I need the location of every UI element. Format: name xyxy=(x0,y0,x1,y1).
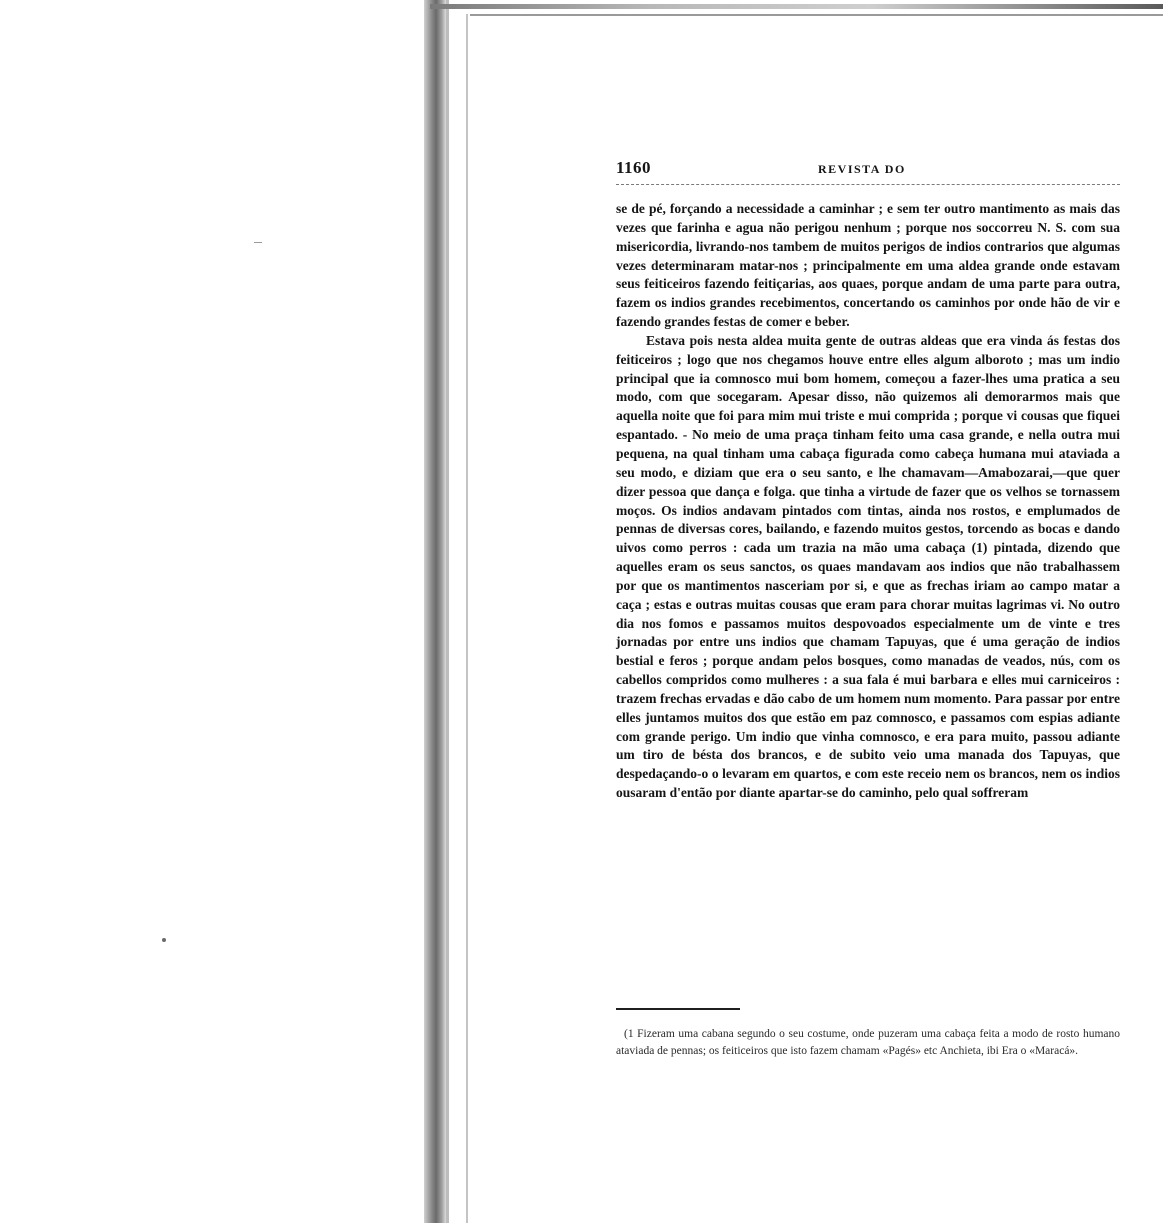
scan-mark xyxy=(254,242,262,243)
page-top-edge xyxy=(430,4,1163,9)
page-number: 1160 xyxy=(616,158,652,177)
page-header xyxy=(616,158,1120,184)
paragraph-2: Estava pois nesta aldea muita gente de outras aldeas que era vinda ás festas dos feiticeiros ; logo que nos chegamos houve entre elles algum alboroto ; mas um indio principal que ia comnosco mui bom homem, começou a fazer-lhes uma pratica a seu modo, com que socegaram. Apesar disso, não quizemos ali demorarmos mais que aquella noite que foi para mim mui triste e mui comprida ; porque vi cousas que fiquei espantado. - No meio de uma praça tinham feito uma casa grande, e nella outra mui pequena, na qual tinham uma cabaça figurada como cabeça humana mui ataviada a seu modo, e diziam que era o seu santo, e lhe chamavam—Amabozarai,—que quer dizer pessoa que dança e folga. que tinha a virtude de fazer que os velhos se tornassem moços. Os indios andavam pintados com tintas, ainda nos rostos, e emplumados de pennas de diversas cores, bailando, e fazendo muitos gestos, torcendo as bocas e dando uivos como perros : cada um trazia na mão uma cabaça (1) pintada, dizendo que aquelles eram os seus sanctos, os quaes mandavam aos indios que não trabalhassem por que os mantimentos nasceriam por si, e que as frechas iriam ao campo matar a caça ; estas e outras muitas cousas que eram para chorar muitas lagrimas vi. No outro dia nos fomos e passamos muitos despovoados especialmente um de vinte e tres jornadas por entre uns indios que chamam Tapuyas, que é uma geração de indios bestial e feros ; porque andam pelos bosques, como manadas de veados, nús, com os cabellos compridos como mulheres : a sua fala é mui barbara e elles mui carniceiros : trazem frechas ervadas e dão cabo de um homem num momento. Para passar por entre elles juntamos muitos dos que estão em paz comnosco, e passamos com espias adiante com grande perigo. Um indio que vinha comnosco, e era para muito, passou adiante um tiro de bésta dos brancos, e de subito veio uma manada dos Tapuyas, que despedaçando-o o levaram em quartos, e com este receio nem os brancos, nem os indios ousaram d'então por diante apartar-se do caminho, pelo qual soffreram xyxy=(616,332,1120,801)
page-top-edge-inner xyxy=(470,14,1163,16)
footnote-text: (1 Fizeram uma cabana segundo o seu costume, onde puzeram uma cabaça feita a modo de rosto humano ataviada de pennas; os feiticeiros que isto fazem chamam «Pagés» etc Anchieta, ibi Era o «Maracá». xyxy=(616,1028,1120,1057)
left-page-blank xyxy=(0,0,430,1223)
book-gutter xyxy=(424,0,446,1223)
footnote-rule xyxy=(616,1008,740,1010)
paragraph-1: se de pé, forçando a necessidade a caminhar ; e sem ter outro mantimento as mais das vezes que farinha e agua não perigou nenhum ; porque nos soccorreu N. S. com sua misericordia, livrando-nos tambem de muitos perigos de indios contrarios que algumas vezes determinaram matar-nos ; principalmente em uma aldea grande onde estavam seus feiticeiros fazendo feitiçarias, aos quaes, porque andam de uma parte para outra, fazem os indios grandes recebimentos, concertando os caminhos por onde hão de vir e fazendo grandes festas de comer e beber. xyxy=(616,201,1120,330)
footnote xyxy=(616,1026,1120,1059)
page-inner-edge xyxy=(466,14,468,1223)
gutter-edge xyxy=(446,0,449,1223)
header-rule xyxy=(616,184,1120,185)
body-text xyxy=(616,200,1120,803)
running-title: REVISTA DO xyxy=(818,162,906,176)
scan-speck xyxy=(162,938,166,942)
